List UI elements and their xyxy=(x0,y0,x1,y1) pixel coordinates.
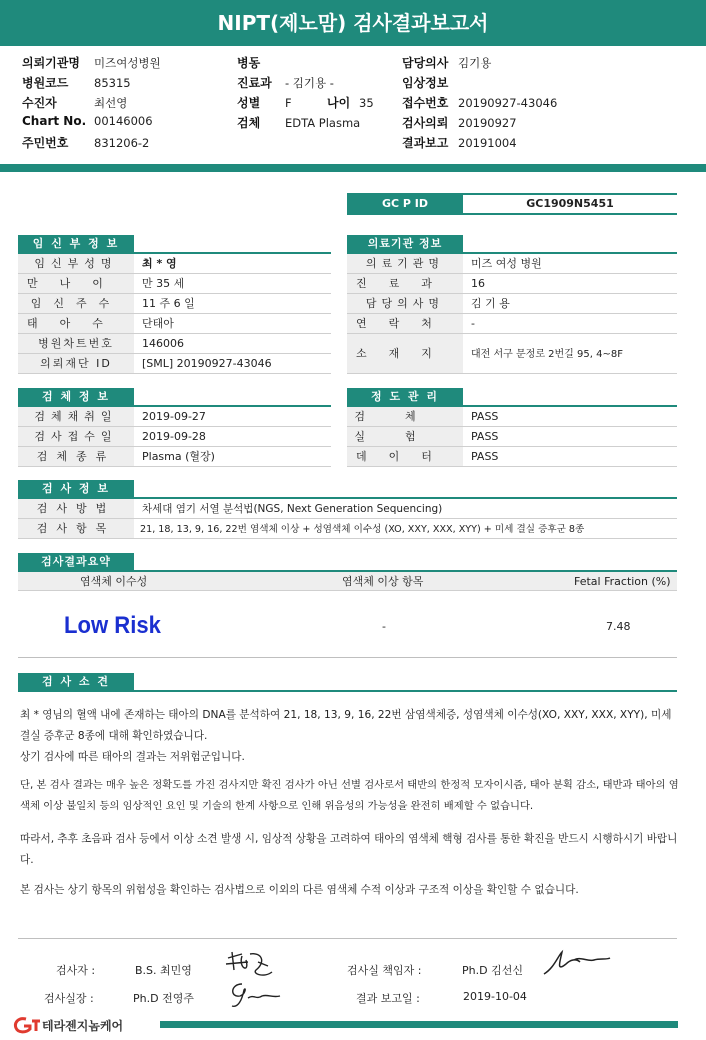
manager-signature-icon xyxy=(540,946,614,980)
row-label: 연락처 xyxy=(347,314,463,333)
header-label: 임상정보 xyxy=(402,76,449,90)
director-signature-icon xyxy=(224,976,288,1012)
header-divider xyxy=(0,164,706,172)
header-value: - 김기용 - xyxy=(285,76,334,90)
row-label: 진료과 xyxy=(347,274,463,293)
row-value: Plasma (혈장) xyxy=(142,450,215,463)
row-value: - xyxy=(471,317,475,330)
row-value: 2019-09-28 xyxy=(142,430,206,443)
row-label: 병원차트번호 xyxy=(18,334,134,353)
row-value: 21, 18, 13, 9, 16, 22번 염색체 이상 + 성염색체 이수성 (XO, XXY, XXX, XYY) + 미세 결실 증후군 8종 xyxy=(140,524,585,535)
summary-bottom-line xyxy=(18,657,677,658)
row-value: 김 기 용 xyxy=(471,297,510,310)
row-value: [SML] 20190927-43046 xyxy=(142,357,272,370)
qc-row xyxy=(347,407,677,427)
gcpid-label: GC P ID xyxy=(347,195,463,213)
row-label: 검사항목 xyxy=(18,519,134,538)
header-label: 진료과 xyxy=(237,76,272,90)
summary-result: Low Risk xyxy=(64,612,161,639)
row-value: PASS xyxy=(471,410,499,423)
row-label: 의뢰재단 ID xyxy=(18,354,134,373)
tester-label: 검사자 : xyxy=(56,964,96,977)
report-title: NIPT(제노맘) 검사결과보고서 xyxy=(0,0,706,46)
pregnancy-row xyxy=(18,254,331,274)
header-label: 성별 xyxy=(237,96,261,110)
header-value: 20190927 xyxy=(458,116,517,130)
findings-paragraph-3: 단, 본 검사 결과는 매우 높은 정확도를 가진 검사지만 확진 검사가 아닌 선별 검사로서 태반의 한정적 모자이시즘, 태아 분획 감소, 태반과 태아의 염색체 이상 불일치 등의 임상적인 요인 및 기술의 한계 사항으로 인해 위음성의 가능성을 완전히 배제할 수 없습니다. xyxy=(20,779,679,812)
row-value: 최 * 영 xyxy=(142,257,177,270)
row-label: 검사방법 xyxy=(18,499,134,518)
specimen-row xyxy=(18,407,331,427)
header-value: 85315 xyxy=(94,76,131,90)
signature-top-line xyxy=(18,938,677,939)
header-col-1 xyxy=(22,54,222,154)
brand-logo xyxy=(12,1015,162,1035)
row-value: 대전 서구 문정로 2번길 95, 4~8F xyxy=(471,349,623,360)
header-col-2 xyxy=(237,54,387,134)
row-value: 2019-09-27 xyxy=(142,410,206,423)
summary-abnormal-value: - xyxy=(382,620,386,633)
header-value: F xyxy=(285,96,292,110)
manager-name: Ph.D 김선신 xyxy=(462,964,523,977)
pregnancy-table xyxy=(18,254,331,374)
gcpid-row xyxy=(347,193,677,215)
row-label: 만나이 xyxy=(18,274,134,293)
row-label: 소재지 xyxy=(347,334,463,373)
header-age-label: 나이 xyxy=(327,96,351,110)
row-label: 데이터 xyxy=(347,447,463,466)
row-value: 미즈 여성 병원 xyxy=(471,257,542,270)
pregnancy-row xyxy=(18,294,331,314)
row-label: 임신부성명 xyxy=(18,254,134,273)
pregnancy-row xyxy=(18,354,331,374)
test-info-tag: 검 사 정 보 xyxy=(18,480,134,498)
row-value: 만 35 세 xyxy=(142,277,185,290)
brand-logo-icon xyxy=(12,1015,42,1035)
findings-paragraph-2: 상기 검사에 따른 태아의 결과는 저위험군입니다. xyxy=(20,751,245,763)
report-date-label: 결과 보고일 : xyxy=(356,992,420,1005)
header-value: 831206-2 xyxy=(94,136,150,150)
institution-row-tall xyxy=(347,334,677,374)
header-label: 병원코드 xyxy=(22,76,69,90)
row-label: 검체 xyxy=(347,407,463,426)
header-label: 주민번호 xyxy=(22,136,69,150)
row-value: PASS xyxy=(471,430,499,443)
director-label: 검사실장 : xyxy=(44,992,94,1005)
institution-row xyxy=(347,254,677,274)
header-label: 접수번호 xyxy=(402,96,449,110)
header-label: 수진자 xyxy=(22,96,57,110)
institution-table xyxy=(347,254,677,374)
row-label: 담당의사명 xyxy=(347,294,463,313)
row-value: PASS xyxy=(471,450,499,463)
qc-tag: 정 도 관 리 xyxy=(347,388,463,406)
gcpid-value: GC1909N5451 xyxy=(526,197,614,210)
row-label: 의료기관명 xyxy=(347,254,463,273)
header-label: 검체 xyxy=(237,116,261,130)
test-info-row xyxy=(18,499,677,519)
pregnancy-tag: 임 신 부 정 보 xyxy=(18,235,134,253)
brand-footer-bar xyxy=(160,1021,678,1028)
row-value: 단태아 xyxy=(142,317,174,330)
header-value: 최선영 xyxy=(94,96,128,110)
qc-row xyxy=(347,447,677,467)
pregnancy-row xyxy=(18,314,331,334)
row-value: 16 xyxy=(471,277,485,290)
header-value: 미즈여성병원 xyxy=(94,56,161,70)
manager-label: 검사실 책임자 : xyxy=(347,964,422,977)
tester-name: B.S. 최민영 xyxy=(135,964,192,977)
summary-tag: 검사결과요약 xyxy=(18,553,134,571)
findings-paragraph-4: 따라서, 추후 초음파 검사 등에서 이상 소견 발생 시, 임상적 상황을 고려하여 태아의 염색체 핵형 검사를 통한 확진을 반드시 시행하시기 바랍니다. xyxy=(20,833,678,866)
institution-row xyxy=(347,274,677,294)
header-value: 20190927-43046 xyxy=(458,96,558,110)
header-value: 20191004 xyxy=(458,136,517,150)
findings-line xyxy=(18,690,677,692)
test-info-row xyxy=(18,519,677,539)
findings-paragraph-1: 최 * 영님의 혈액 내에 존재하는 태아의 DNA를 분석하여 21, 18, 13, 9, 16, 22번 삼염색체증, 성염색체 이수성(XO, XXY, XXX, XYY), 미세 결실 증후군 8종에 대해 확인하였습니다. xyxy=(20,709,672,742)
header-label: Chart No. xyxy=(22,114,87,128)
row-label: 실험 xyxy=(347,427,463,446)
institution-row xyxy=(347,294,677,314)
header-value: EDTA Plasma xyxy=(285,116,361,130)
qc-row xyxy=(347,427,677,447)
specimen-tag: 검 체 정 보 xyxy=(18,388,134,406)
header-col-3 xyxy=(402,54,642,154)
header-label: 결과보고 xyxy=(402,136,449,150)
header-age-value: 35 xyxy=(359,96,374,110)
header-label: 병동 xyxy=(237,56,261,70)
test-info-table xyxy=(18,499,677,539)
row-value: 146006 xyxy=(142,337,184,350)
row-value: 11 주 6 일 xyxy=(142,297,195,310)
summary-header-row xyxy=(18,572,677,591)
row-label: 검체채취일 xyxy=(18,407,134,426)
qc-table xyxy=(347,407,677,467)
report-date-value: 2019-10-04 xyxy=(463,990,527,1003)
pregnancy-row xyxy=(18,274,331,294)
row-label: 검체종류 xyxy=(18,447,134,466)
row-value: 차세대 염기 서열 분석법(NGS, Next Generation Sequencing) xyxy=(142,503,443,515)
specimen-table xyxy=(18,407,331,467)
summary-col-abnormal: 염색체 이상 항목 xyxy=(342,575,424,588)
institution-row xyxy=(347,314,677,334)
specimen-row xyxy=(18,447,331,467)
brand-name: 테라젠지놈케어 xyxy=(42,1019,124,1033)
row-label: 임신주수 xyxy=(18,294,134,313)
header-label: 담당의사 xyxy=(402,56,449,70)
header-label: 검사의뢰 xyxy=(402,116,449,130)
summary-col-fetal-fraction: Fetal Fraction (%) xyxy=(574,575,671,588)
findings-tag: 검 사 소 견 xyxy=(18,673,134,691)
pregnancy-row xyxy=(18,334,331,354)
row-label: 태아수 xyxy=(18,314,134,333)
summary-fetal-fraction-value: 7.48 xyxy=(606,620,631,633)
institution-tag: 의료기관 정보 xyxy=(347,235,463,253)
header-value: 김기용 xyxy=(458,56,492,70)
specimen-row xyxy=(18,427,331,447)
header-label: 의뢰기관명 xyxy=(22,56,80,70)
findings-paragraph-5: 본 검사는 상기 항목의 위험성을 확인하는 검사법으로 이외의 다른 염색체 수적 이상과 구조적 이상을 확인할 수 없습니다. xyxy=(20,884,579,896)
row-label: 검사접수일 xyxy=(18,427,134,446)
director-name: Ph.D 전영주 xyxy=(133,992,194,1005)
header-value: 00146006 xyxy=(94,114,153,128)
summary-col-aneuploidy: 염색체 이수성 xyxy=(80,575,148,588)
